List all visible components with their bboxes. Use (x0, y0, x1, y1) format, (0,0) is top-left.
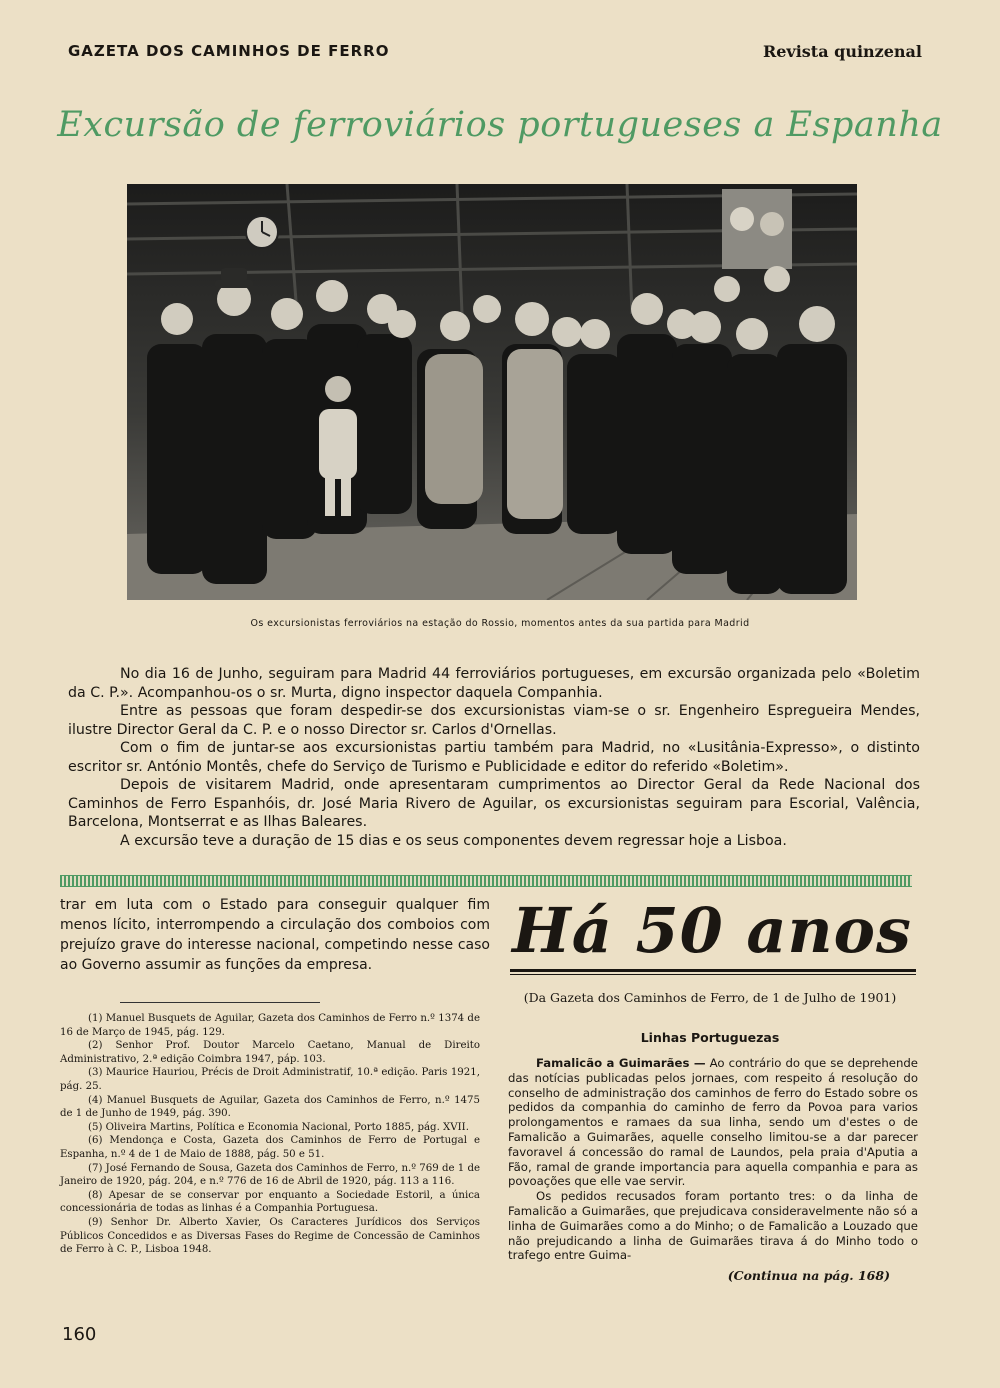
ha50-underline (510, 969, 916, 972)
footnote: (4) Manuel Busquets de Aguilar, Gazeta dos Caminhos de Ferro, n.º 1475 de 1 de Junho de 1949, pág. 390. (60, 1094, 480, 1120)
footnote: (1) Manuel Busquets de Aguilar, Gazeta dos Caminhos de Ferro n.º 1374 de 16 de Março de 1945, pág. 129. (60, 1013, 480, 1038)
ha50-paragraph-text: Ao contrário do que se deprehende das notícias publicadas pelos jornaes, com respeito á resolução do conselho de administração dos caminhos de ferro do Estado sobre os pedidos da companhia do caminho de ferro da Povoa para varios prolongamentos e ramaes da sua linha, sendo um d'estes o de Famalicão a Guimarães, aquelle conselho limitou-se a dar parecer favoravel á concessão do ramal de Laundos, pela praia d'Aputia a Fão, ramal de grande importancia para aquella companhia e para as povoações que elle vae servir. (508, 1056, 918, 1189)
ha50-paragraph: Os pedidos recusados foram portanto tres: o da linha de Famalicão a Guimarães, que prejudicava consideravelmente não só a linha de Guimarães como a do Minho; o de Famalicão a Louzado que não prejudicando a linha de Guimarães tirava á do Minho todo o trafego entre Guima- (508, 1189, 918, 1263)
footnote: (9) Senhor Dr. Alberto Xavier, Os Caracteres Jurídicos dos Serviços Públicos Concedidos e as Diversas Fases do Regime de Concessão de Caminhos de Ferro à C. P., Lisboa 1948. (60, 1216, 480, 1256)
ha50-section-title: Linhas Portuguezas (640, 1030, 780, 1045)
group-photo (127, 184, 857, 600)
footnote: (5) Oliveira Martins, Política e Economia Nacional, Porto 1885, pág. XVII. (88, 1121, 469, 1133)
page-number: 160 (62, 1324, 97, 1345)
article-title: Excursão de ferroviários portugueses a Espanha (57, 105, 943, 145)
ha50-heading (508, 893, 916, 983)
article-body (68, 665, 920, 850)
footnote: (3) Maurice Hauriou, Précis de Droit Administratif, 10.ª edição. Paris 1921, pág. 25. (60, 1067, 480, 1092)
photo-caption: Os excursionistas ferroviários na estação do Rossio, momentos antes da sua partida para Madrid (250, 618, 750, 629)
footnote: (6) Mendonça e Costa, Gazeta dos Caminhos de Ferro de Portugal e Espanha, n.º 4 de 1 de Maio de 1888, pág. 50 e 51. (60, 1135, 480, 1160)
ha50-lead: Famalicão a Guimarães — (536, 1056, 706, 1070)
footnote-rule (120, 1002, 320, 1003)
continued-note: (Continua na pág. 168) (727, 1268, 890, 1283)
ha50-source: (Da Gazeta dos Caminhos de Ferro, de 1 de Julho de 1901) (523, 990, 897, 1005)
ha50-paragraph (508, 1056, 918, 1189)
article-paragraph: No dia 16 de Junho, seguiram para Madrid 44 ferroviários portugueses, em excursão organizada pelo «Boletim da C. P.». Acompanhou-os o sr. Murta, digno inspector daquela Companhia. (68, 666, 920, 701)
publication-name: GAZETA DOS CAMINHOS DE FERRO (68, 42, 390, 60)
section-divider (60, 875, 912, 887)
footnote: (7) José Fernando de Sousa, Gazeta dos Caminhos de Ferro, n.º 769 de 1 de Janeiro de 1920, pág. 204, e n.º 776 de 16 de Abril de 1920, pág. 113 a 116. (60, 1162, 481, 1188)
ha50-underline-thin (510, 974, 916, 975)
footnote: (8) Apesar de se conservar por enquanto a Sociedade Estoril, a única concessionária de todas as linhas é a Companhia Portuguesa. (60, 1189, 480, 1215)
article-paragraph: A excursão teve a duração de 15 dias e os seus componentes devem regressar hoje a Lisboa. (120, 832, 787, 849)
ha50-body (508, 1056, 918, 1263)
article-paragraph: Entre as pessoas que foram despedir-se dos excursionistas viam-se o sr. Engenheiro Espregueira Mendes, ilustre Director Geral da C. P. e o nosso Director sr. Carlos d'Ornellas. (68, 703, 920, 738)
footnote: (2) Senhor Prof. Doutor Marcelo Caetano, Manual de Direito Administrativo, 2.ª edição Coimbra 1947, páp. 103. (60, 1040, 480, 1065)
continued-text: trar em luta com o Estado para conseguir qualquer fim menos lícito, interrompendo a circulação dos comboios com prejuízo grave do interesse nacional, competindo nesse caso ao Governo assumir as funções da empresa. (60, 897, 490, 973)
article-paragraph: Com o fim de juntar-se aos excursionistas partiu também para Madrid, no «Lusitânia-Expresso», o distinto escritor sr. António Montês, chefe do Serviço de Turismo e Publicidade e editor do referido «Boletim». (68, 740, 920, 775)
publication-frequency: Revista quinzenal (762, 42, 922, 61)
footnotes (60, 1012, 480, 1257)
group-photo-illustration (127, 184, 857, 600)
article-paragraph: Depois de visitarem Madrid, onde apresentaram cumprimentos ao Director Geral da Rede Nacional dos Caminhos de Ferro Espanhóis, dr. José Maria Rivero de Aguilar, os excursionistas seguiram para Escorial, Valência, Barcelona, Montserrat e as Ilhas Baleares. (68, 777, 920, 830)
ha50-title: Há 50 anos (512, 894, 912, 967)
